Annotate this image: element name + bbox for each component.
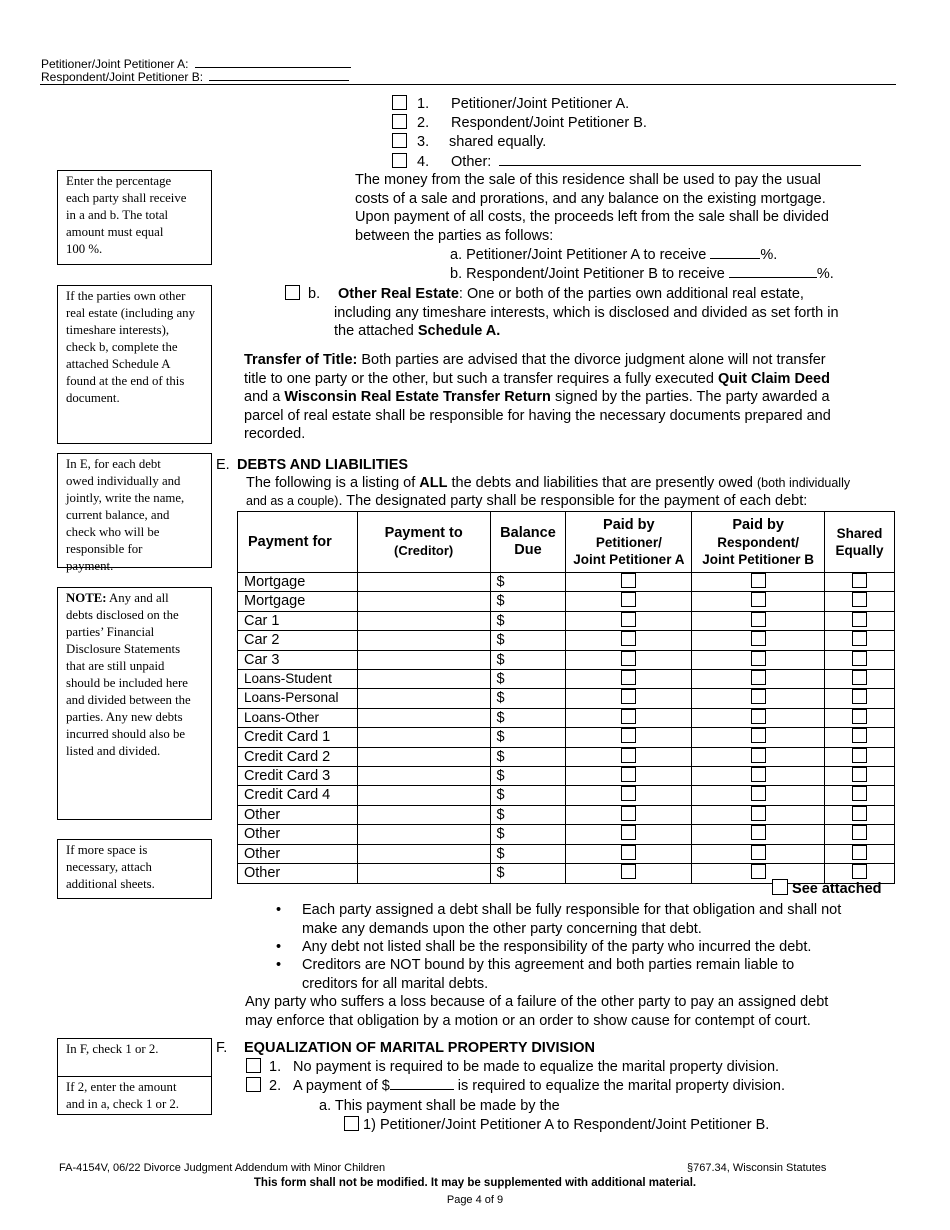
dollar-sign: $ [496, 806, 505, 823]
debts-bullet-2 [276, 938, 811, 957]
debts-intro-2-post: . The designated party shall be responsible for the payment of each debt: [338, 493, 808, 509]
debt-paid-by-a-cell [566, 767, 692, 786]
other-real-estate-line-1: : One or both of the parties own additional real estate, [458, 286, 804, 302]
debt-payment-for: Mortgage [238, 592, 358, 611]
transfer-title-line-2: title to one party or the other, but such a transfer requires a fully executed [244, 370, 718, 387]
residence-option-2-num: 2. [417, 115, 430, 131]
debt-paid-by-a-cell [566, 650, 692, 669]
debt-balance-field[interactable] [490, 650, 566, 669]
col-paid-by-b: Paid by Respondent/ Joint Petitioner B [692, 512, 825, 573]
debt-paid-by-b-cell [692, 708, 825, 727]
debt-creditor-field[interactable] [357, 747, 490, 766]
col-paid-by-a: Paid by Petitioner/ Joint Petitioner A [566, 512, 692, 573]
debt-balance-field[interactable] [490, 573, 566, 592]
sale-line-3: Upon payment of all costs, the proceeds left from the sale shall be divided [355, 209, 829, 225]
debt-shared-cell [825, 611, 895, 630]
debt-paid-by-a-cell [566, 573, 692, 592]
debt-shared-checkbox[interactable] [852, 825, 867, 840]
debt-balance-field[interactable] [490, 728, 566, 747]
residence-option-3-checkbox[interactable] [392, 133, 407, 148]
debt-shared-checkbox[interactable] [852, 592, 867, 607]
debt-row [238, 611, 895, 630]
equalization-a1-checkbox[interactable] [344, 1116, 359, 1131]
debt-paid-by-a-cell [566, 611, 692, 630]
debt-paid-by-a-cell [566, 864, 692, 883]
debt-shared-cell [825, 728, 895, 747]
debt-paid-by-b-cell [692, 689, 825, 708]
debt-paid-by-a-cell [566, 592, 692, 611]
equalization-option-1 [246, 1058, 779, 1077]
debt-shared-cell [825, 844, 895, 863]
debt-balance-field[interactable] [490, 689, 566, 708]
debt-paid-by-a-cell [566, 689, 692, 708]
debt-row [238, 728, 895, 747]
debt-payment-for: Other [238, 805, 358, 824]
sidebar-note-f2: If 2, enter the amount and in a, check 1 or 2. [57, 1076, 212, 1115]
debts-heading [216, 456, 408, 475]
dollar-sign: $ [496, 845, 505, 862]
debt-payment-for: Credit Card 1 [238, 728, 358, 747]
debt-creditor-field[interactable] [357, 825, 490, 844]
equalization-title: EQUALIZATION OF MARITAL PROPERTY DIVISION [244, 1040, 595, 1056]
debts-intro-1-small: (both individually [757, 476, 851, 490]
debt-paid-by-a-cell [566, 708, 692, 727]
petitioner-label: Petitioner/Joint Petitioner A: [41, 57, 189, 71]
debt-payment-for: Credit Card 2 [238, 747, 358, 766]
debt-shared-cell [825, 592, 895, 611]
debt-creditor-field[interactable] [357, 767, 490, 786]
debt-shared-cell [825, 767, 895, 786]
debt-creditor-field[interactable] [357, 689, 490, 708]
debt-shared-cell [825, 670, 895, 689]
dollar-sign: $ [496, 671, 505, 688]
sale-split-b-pct: %. [816, 266, 834, 282]
sale-line-1: The money from the sale of this residence shall be used to pay the usual [355, 172, 821, 188]
debt-shared-checkbox[interactable] [852, 573, 867, 588]
debt-shared-checkbox[interactable] [852, 845, 867, 860]
other-real-estate-line-3 [334, 322, 500, 341]
debt-payment-for: Other [238, 844, 358, 863]
debts-intro-1-pre: The following is a listing of [246, 475, 420, 491]
debt-paid-by-a-checkbox[interactable] [621, 825, 636, 840]
sale-paragraph [355, 171, 829, 245]
debt-payment-for: Car 1 [238, 611, 358, 630]
debt-shared-checkbox[interactable] [852, 786, 867, 801]
dollar-sign: $ [496, 574, 505, 590]
debt-paid-by-b-cell [692, 767, 825, 786]
footer-notice: This form shall not be modified. It may be supplemented with additional material. [253, 1177, 697, 1189]
debt-creditor-field[interactable] [357, 844, 490, 863]
debt-balance-field[interactable] [490, 786, 566, 805]
debt-payment-for: Credit Card 3 [238, 767, 358, 786]
equalization-option-2-checkbox[interactable] [246, 1077, 261, 1092]
debt-shared-cell [825, 805, 895, 824]
debt-creditor-field[interactable] [357, 728, 490, 747]
debt-paid-by-b-checkbox[interactable] [751, 825, 766, 840]
dollar-sign: $ [496, 690, 505, 707]
debts-closing [245, 993, 828, 1030]
sidebar-note-other-real-estate: If the parties own other real estate (including any timeshare interests), check b, complete the attached Schedule A found at the end of this document. [57, 285, 212, 444]
residence-option-3 [392, 133, 546, 152]
see-attached-label: See attached [792, 881, 882, 897]
debt-paid-by-b-checkbox[interactable] [751, 573, 766, 588]
debt-row [238, 689, 895, 708]
residence-option-2 [392, 114, 647, 133]
debt-creditor-field[interactable] [357, 611, 490, 630]
sale-split-a-field[interactable] [710, 247, 760, 259]
note-label: NOTE: [66, 591, 107, 605]
dollar-sign: $ [496, 826, 505, 843]
debt-paid-by-a-checkbox[interactable] [621, 651, 636, 666]
debt-payment-for: Other [238, 864, 358, 883]
debt-balance-field[interactable] [490, 844, 566, 863]
bullet-1-line-1: Each party assigned a debt shall be fully responsible for that obligation and shall not [302, 902, 842, 918]
footer-statute: §767.34, Wisconsin Statutes [687, 1162, 827, 1174]
residence-option-3-num: 3. [417, 134, 430, 150]
debt-balance-field[interactable] [490, 708, 566, 727]
debts-table-header [238, 512, 895, 573]
debt-shared-checkbox[interactable] [852, 748, 867, 763]
debt-row [238, 631, 895, 650]
debt-paid-by-a-cell [566, 728, 692, 747]
schedule-a-ref: Schedule A. [417, 323, 501, 339]
debts-intro-1-post: the debts and liabilities that are presently owed [447, 475, 757, 491]
col-payment-to: Payment to (Creditor) [357, 512, 490, 573]
debt-shared-checkbox[interactable] [852, 689, 867, 704]
residence-option-4-checkbox[interactable] [392, 153, 407, 168]
debt-paid-by-b-checkbox[interactable] [751, 709, 766, 724]
equalization-heading [216, 1039, 595, 1058]
debt-paid-by-b-checkbox[interactable] [751, 748, 766, 763]
dollar-sign: $ [496, 651, 505, 668]
debt-creditor-field[interactable] [357, 631, 490, 650]
debt-paid-by-b-checkbox[interactable] [751, 612, 766, 627]
debt-balance-field[interactable] [490, 767, 566, 786]
debt-shared-cell [825, 631, 895, 650]
footer-form-id: FA-4154V, 06/22 Divorce Judgment Addendum with Minor Children [59, 1162, 386, 1174]
equalization-a1-label: 1) Petitioner/Joint Petitioner A to Respondent/Joint Petitioner B. [363, 1117, 770, 1133]
other-real-estate-line-3-text: the attached [334, 323, 418, 339]
debt-paid-by-b-cell [692, 631, 825, 650]
debt-paid-by-b-cell [692, 805, 825, 824]
equalization-option-2-pre: A payment of $ [293, 1078, 390, 1094]
debt-payment-for: Mortgage [238, 573, 358, 592]
debt-paid-by-a-checkbox[interactable] [621, 767, 636, 782]
debt-shared-checkbox[interactable] [852, 670, 867, 685]
other-real-estate-checkbox[interactable] [285, 285, 300, 300]
equalization-option-2-post: is required to equalize the marital property division. [453, 1078, 786, 1094]
debt-paid-by-b-checkbox[interactable] [751, 767, 766, 782]
debt-paid-by-a-checkbox[interactable] [621, 864, 636, 879]
debt-paid-by-b-checkbox[interactable] [751, 670, 766, 685]
debts-intro-all: ALL [419, 475, 448, 491]
debts-bullet-3 [276, 956, 794, 993]
transfer-title-line-1: Both parties are advised that the divorce judgment alone will not transfer [357, 352, 826, 368]
sale-split-a-pct: %. [760, 247, 778, 263]
equalization-option-2-num: 2. [269, 1078, 282, 1094]
quit-claim-deed-ref: Quit Claim Deed [717, 370, 830, 387]
debt-creditor-field[interactable] [357, 708, 490, 727]
debts-table [237, 511, 895, 884]
debt-paid-by-b-checkbox[interactable] [751, 651, 766, 666]
transfer-title-line-5: recorded. [244, 426, 306, 442]
equalization-option-1-checkbox[interactable] [246, 1058, 261, 1073]
see-attached [772, 879, 882, 899]
header-rule [40, 84, 896, 85]
debt-paid-by-b-checkbox[interactable] [751, 845, 766, 860]
dollar-sign: $ [496, 709, 505, 726]
debt-payment-for: Other [238, 825, 358, 844]
debt-creditor-field[interactable] [357, 805, 490, 824]
debt-paid-by-a-cell [566, 825, 692, 844]
see-attached-checkbox[interactable] [772, 879, 788, 895]
debt-paid-by-a-checkbox[interactable] [621, 728, 636, 743]
respondent-label: Respondent/Joint Petitioner B: [41, 70, 204, 84]
debt-paid-by-a-checkbox[interactable] [621, 709, 636, 724]
debt-creditor-field[interactable] [357, 592, 490, 611]
debt-paid-by-b-checkbox[interactable] [751, 728, 766, 743]
debt-row [238, 786, 895, 805]
sale-line-4: between the parties as follows: [355, 227, 554, 244]
residence-option-1-label: Petitioner/Joint Petitioner A. [451, 96, 630, 112]
bullet-1-line-2: make any demands upon the other party concerning that debt. [302, 920, 702, 937]
transfer-title-line-3-post: signed by the parties. The party awarded a [550, 389, 830, 405]
residence-option-2-label: Respondent/Joint Petitioner B. [451, 115, 647, 131]
sale-split-a [450, 246, 777, 265]
debt-row [238, 573, 895, 592]
debt-shared-checkbox[interactable] [852, 728, 867, 743]
debt-shared-cell [825, 786, 895, 805]
debts-intro-1 [246, 474, 850, 493]
debt-paid-by-a-cell [566, 747, 692, 766]
debts-closing-1: Any party who suffers a loss because of a failure of the other party to pay an assigned debt [245, 994, 829, 1010]
debt-paid-by-b-cell [692, 825, 825, 844]
debt-shared-cell [825, 708, 895, 727]
debt-paid-by-b-cell [692, 670, 825, 689]
debt-row [238, 592, 895, 611]
debt-paid-by-a-checkbox[interactable] [621, 573, 636, 588]
transfer-title-heading: Transfer of Title: [244, 352, 358, 368]
sidebar-note-percentage: Enter the percentage each party shall receive in a and b. The total amount must equal 100 %. [57, 170, 212, 265]
residence-other-field[interactable] [499, 152, 861, 166]
debt-row [238, 805, 895, 824]
bullet-dot: • [276, 902, 282, 918]
col-shared-equally: Shared Equally [825, 512, 895, 573]
debt-balance-field[interactable] [490, 670, 566, 689]
debt-paid-by-a-checkbox[interactable] [621, 670, 636, 685]
debt-balance-field[interactable] [490, 631, 566, 650]
debt-paid-by-a-checkbox[interactable] [621, 806, 636, 821]
residence-option-2-checkbox[interactable] [392, 114, 407, 129]
bullet-3-line-1: Creditors are NOT bound by this agreement and both parties remain liable to [302, 957, 795, 973]
debt-row [238, 670, 895, 689]
sidebar-note-debts: In E, for each debt owed individually and jointly, write the name, current balance, and check who will be responsible for payment. [57, 453, 212, 568]
bullet-2-line-1: Any debt not listed shall be the responsibility of the party who incurred the debt. [302, 939, 812, 955]
equalization-a: a. This payment shall be made by the [319, 1098, 560, 1114]
debt-paid-by-a-checkbox[interactable] [621, 786, 636, 801]
debt-payment-for: Car 2 [238, 631, 358, 650]
dollar-sign: $ [496, 612, 505, 629]
sale-split-b [450, 265, 834, 284]
debt-row [238, 747, 895, 766]
debt-shared-checkbox[interactable] [852, 651, 867, 666]
dollar-sign: $ [496, 632, 505, 649]
debt-creditor-field[interactable] [357, 786, 490, 805]
dollar-sign: $ [496, 593, 505, 610]
debt-paid-by-b-checkbox[interactable] [751, 689, 766, 704]
residence-option-4 [392, 152, 861, 172]
transfer-title-line-3: and a [244, 389, 285, 405]
debt-balance-field[interactable] [490, 805, 566, 824]
debt-payment-for: Loans-Personal [238, 689, 358, 708]
debt-paid-by-a-checkbox[interactable] [621, 592, 636, 607]
other-real-estate [285, 285, 804, 304]
debt-shared-checkbox[interactable] [852, 612, 867, 627]
debt-paid-by-b-checkbox[interactable] [751, 864, 766, 879]
debt-balance-field[interactable] [490, 825, 566, 844]
sidebar-note-disclosure: NOTE: Any and all debts disclosed on the parties’ Financial Disclosure Statements that are still unpaid should be included here and divided between the parties. Any new debts incurred should also be listed and divided. [57, 587, 212, 820]
debt-creditor-field[interactable] [357, 573, 490, 592]
debt-payment-for: Car 3 [238, 650, 358, 669]
debt-paid-by-a-checkbox[interactable] [621, 689, 636, 704]
bullet-dot: • [276, 939, 282, 955]
transfer-of-title [244, 351, 831, 444]
debt-row [238, 650, 895, 669]
debt-row [238, 708, 895, 727]
debt-balance-field[interactable] [490, 747, 566, 766]
sale-split-a-label: a. Petitioner/Joint Petitioner A to receive [450, 247, 707, 263]
dollar-sign: $ [496, 787, 505, 804]
debt-shared-cell [825, 825, 895, 844]
residence-option-3-label: shared equally. [449, 134, 547, 150]
debt-paid-by-a-cell [566, 670, 692, 689]
header-respondent [41, 69, 349, 84]
debt-balance-field[interactable] [490, 592, 566, 611]
debts-closing-2: may enforce that obligation by a motion or an order to show cause for contempt of court. [245, 1012, 811, 1029]
debt-shared-checkbox[interactable] [852, 709, 867, 724]
col-payment-for: Payment for [238, 512, 358, 573]
equalization-a1 [344, 1116, 769, 1135]
debt-paid-by-a-checkbox[interactable] [621, 748, 636, 763]
debt-shared-checkbox[interactable] [852, 631, 867, 646]
debt-balance-field[interactable] [490, 864, 566, 883]
other-real-estate-line-2: including any timeshare interests, which is disclosed and divided as set forth in [334, 305, 839, 321]
residence-option-4-label: Other: [451, 154, 492, 170]
sale-split-b-label: b. Respondent/Joint Petitioner B to receive [450, 266, 725, 282]
debts-intro-2 [246, 492, 807, 511]
bullet-dot: • [276, 957, 282, 973]
debt-shared-cell [825, 573, 895, 592]
debts-title: DEBTS AND LIABILITIES [237, 457, 409, 473]
debt-paid-by-b-cell [692, 611, 825, 630]
dollar-sign: $ [496, 768, 505, 785]
debt-paid-by-a-checkbox[interactable] [621, 612, 636, 627]
dollar-sign: $ [496, 748, 505, 765]
transfer-title-line-4: parcel of real estate shall be responsible for having the necessary documents prepared and [244, 407, 831, 424]
equalization-option-2 [246, 1077, 785, 1096]
debt-paid-by-b-cell [692, 728, 825, 747]
debt-balance-field[interactable] [490, 611, 566, 630]
residence-option-1-num: 1. [417, 96, 430, 112]
debts-letter: E. [216, 457, 230, 473]
debt-paid-by-a-cell [566, 844, 692, 863]
other-real-estate-letter: b. [308, 286, 321, 302]
sale-split-b-field[interactable] [729, 266, 817, 278]
debt-row [238, 767, 895, 786]
respondent-name-field[interactable] [209, 69, 349, 81]
sidebar-note-space: If more space is necessary, attach additional sheets. [57, 839, 212, 899]
debt-paid-by-a-checkbox[interactable] [621, 845, 636, 860]
debt-row [238, 825, 895, 844]
equalization-letter: F. [216, 1040, 228, 1056]
equalization-amount-field[interactable] [390, 1078, 454, 1090]
equalization-option-1-num: 1. [269, 1059, 282, 1075]
debt-shared-cell [825, 747, 895, 766]
debt-payment-for: Loans-Other [238, 708, 358, 727]
equalization-option-1-label: No payment is required to be made to equalize the marital property division. [293, 1059, 780, 1075]
debt-paid-by-b-cell [692, 844, 825, 863]
col-balance-due: Balance Due [490, 512, 566, 573]
debt-paid-by-b-checkbox[interactable] [751, 592, 766, 607]
debt-row [238, 844, 895, 863]
debt-creditor-field[interactable] [357, 864, 490, 883]
debt-shared-checkbox[interactable] [852, 806, 867, 821]
residence-option-4-num: 4. [417, 154, 430, 170]
other-real-estate-title: Other Real Estate [338, 286, 459, 302]
residence-option-1-checkbox[interactable] [392, 95, 407, 110]
bullet-3-line-2: creditors for all marital debts. [302, 975, 489, 992]
debt-paid-by-b-cell [692, 592, 825, 611]
debt-shared-checkbox[interactable] [852, 864, 867, 879]
debt-shared-checkbox[interactable] [852, 767, 867, 782]
debt-paid-by-a-cell [566, 631, 692, 650]
residence-option-1 [392, 95, 629, 114]
debt-paid-by-b-checkbox[interactable] [751, 631, 766, 646]
dollar-sign: $ [496, 865, 505, 882]
debt-paid-by-b-cell [692, 573, 825, 592]
debts-intro-2-small: and as a couple) [246, 494, 339, 508]
debt-paid-by-b-checkbox[interactable] [751, 806, 766, 821]
debt-shared-cell [825, 650, 895, 669]
petitioner-name-field[interactable] [195, 56, 351, 68]
debt-payment-for: Credit Card 4 [238, 786, 358, 805]
debt-creditor-field[interactable] [357, 650, 490, 669]
transfer-return-ref: Wisconsin Real Estate Transfer Return [284, 389, 551, 405]
footer-page: Page 4 of 9 [446, 1194, 504, 1206]
debt-creditor-field[interactable] [357, 670, 490, 689]
debt-paid-by-b-cell [692, 650, 825, 669]
debt-paid-by-a-cell [566, 805, 692, 824]
debt-paid-by-b-cell [692, 786, 825, 805]
debt-shared-cell [825, 689, 895, 708]
debt-paid-by-b-checkbox[interactable] [751, 786, 766, 801]
debt-payment-for: Loans-Student [238, 670, 358, 689]
dollar-sign: $ [496, 729, 505, 746]
debt-paid-by-b-cell [692, 747, 825, 766]
sale-line-2: costs of a sale and prorations, and any balance on the existing mortgage. [355, 190, 826, 207]
debt-paid-by-a-checkbox[interactable] [621, 631, 636, 646]
sidebar-note-f: In F, check 1 or 2. [57, 1038, 212, 1077]
debts-bullet-1 [276, 901, 841, 938]
debt-paid-by-a-cell [566, 786, 692, 805]
